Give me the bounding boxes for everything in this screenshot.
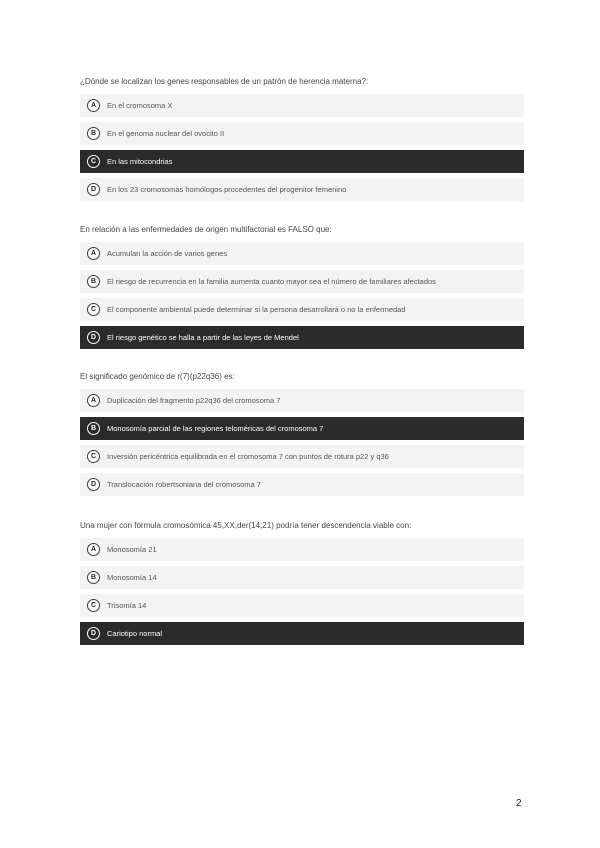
options-list [80, 538, 524, 645]
question-text: En relación a las enfermedades de origen multifactorial es FALSO que: [80, 225, 332, 234]
option-d[interactable] [80, 473, 524, 496]
options-list [80, 94, 524, 201]
question-text: Una mujer con fórmula cromosómica 45,XX,der(14;21) podría tener descendencia viable con: [80, 521, 412, 530]
question-2 [80, 224, 524, 354]
option-letter-b: B [87, 275, 100, 288]
option-letter-a: A [87, 394, 100, 407]
option-text: En los 23 cromosomas homólogos procedentes del progenitor femenino [107, 185, 347, 194]
option-b[interactable] [80, 122, 524, 145]
option-letter-b: B [87, 571, 100, 584]
question-3 [80, 371, 524, 501]
question-1 [80, 76, 524, 206]
option-text: Monosomía parcial de las regiones teloméricas del cromosoma 7 [107, 424, 324, 433]
page-number: 2 [516, 798, 522, 809]
option-text: Trisomía 14 [107, 601, 147, 610]
question-text: El significado genómico de r(7)(p22q36) es: [80, 372, 235, 381]
option-text: El riesgo genético se halla a partir de las leyes de Mendel [107, 333, 299, 342]
option-letter-c: C [87, 303, 100, 316]
option-letter-a: A [87, 99, 100, 112]
option-c[interactable] [80, 445, 524, 468]
option-d-selected[interactable] [80, 326, 524, 349]
option-b-selected[interactable] [80, 417, 524, 440]
option-a[interactable] [80, 538, 524, 561]
option-letter-d: D [87, 627, 100, 640]
option-b[interactable] [80, 270, 524, 293]
option-c[interactable] [80, 298, 524, 321]
option-text: Translocación robertsoniana del cromosoma 7 [107, 480, 261, 489]
option-letter-a: A [87, 543, 100, 556]
option-letter-c: C [87, 599, 100, 612]
question-4 [80, 520, 524, 650]
option-text: Acumulan la acción de varios genes [107, 249, 228, 258]
option-text: En el cromosoma X [107, 101, 173, 110]
option-letter-d: D [87, 331, 100, 344]
option-a[interactable] [80, 242, 524, 265]
options-list [80, 389, 524, 496]
option-letter-a: A [87, 247, 100, 260]
option-text: Monosomía 21 [107, 545, 157, 554]
option-d[interactable] [80, 178, 524, 201]
option-letter-c: C [87, 450, 100, 463]
options-list [80, 242, 524, 349]
option-a[interactable] [80, 389, 524, 412]
option-text: En las mitocondrias [107, 157, 173, 166]
option-letter-b: B [87, 127, 100, 140]
question-text: ¿Dónde se localizan los genes responsables de un patrón de herencia materna?: [80, 77, 369, 86]
option-letter-d: D [87, 478, 100, 491]
option-text: Duplicación del fragmento p22q36 del cromosoma 7 [107, 396, 281, 405]
option-text: Cariotipo normal [107, 629, 163, 638]
option-c[interactable] [80, 594, 524, 617]
option-text: En el genoma nuclear del ovocito II [107, 129, 225, 138]
option-a[interactable] [80, 94, 524, 117]
option-c-selected[interactable] [80, 150, 524, 173]
option-text: Inversión pericéntrica equilibrada en el cromosoma 7 con puntos de rotura p22 y q36 [107, 452, 389, 461]
option-text: Monosomía 14 [107, 573, 157, 582]
option-letter-b: B [87, 422, 100, 435]
option-text: El componente ambiental puede determinar si la persona desarrollará o no la enfermedad [107, 305, 406, 314]
option-text: El riesgo de recurrencia en la familia aumenta cuanto mayor sea el número de familiares afectados [107, 277, 436, 286]
option-d-selected[interactable] [80, 622, 524, 645]
option-letter-d: D [87, 183, 100, 196]
option-b[interactable] [80, 566, 524, 589]
option-letter-c: C [87, 155, 100, 168]
